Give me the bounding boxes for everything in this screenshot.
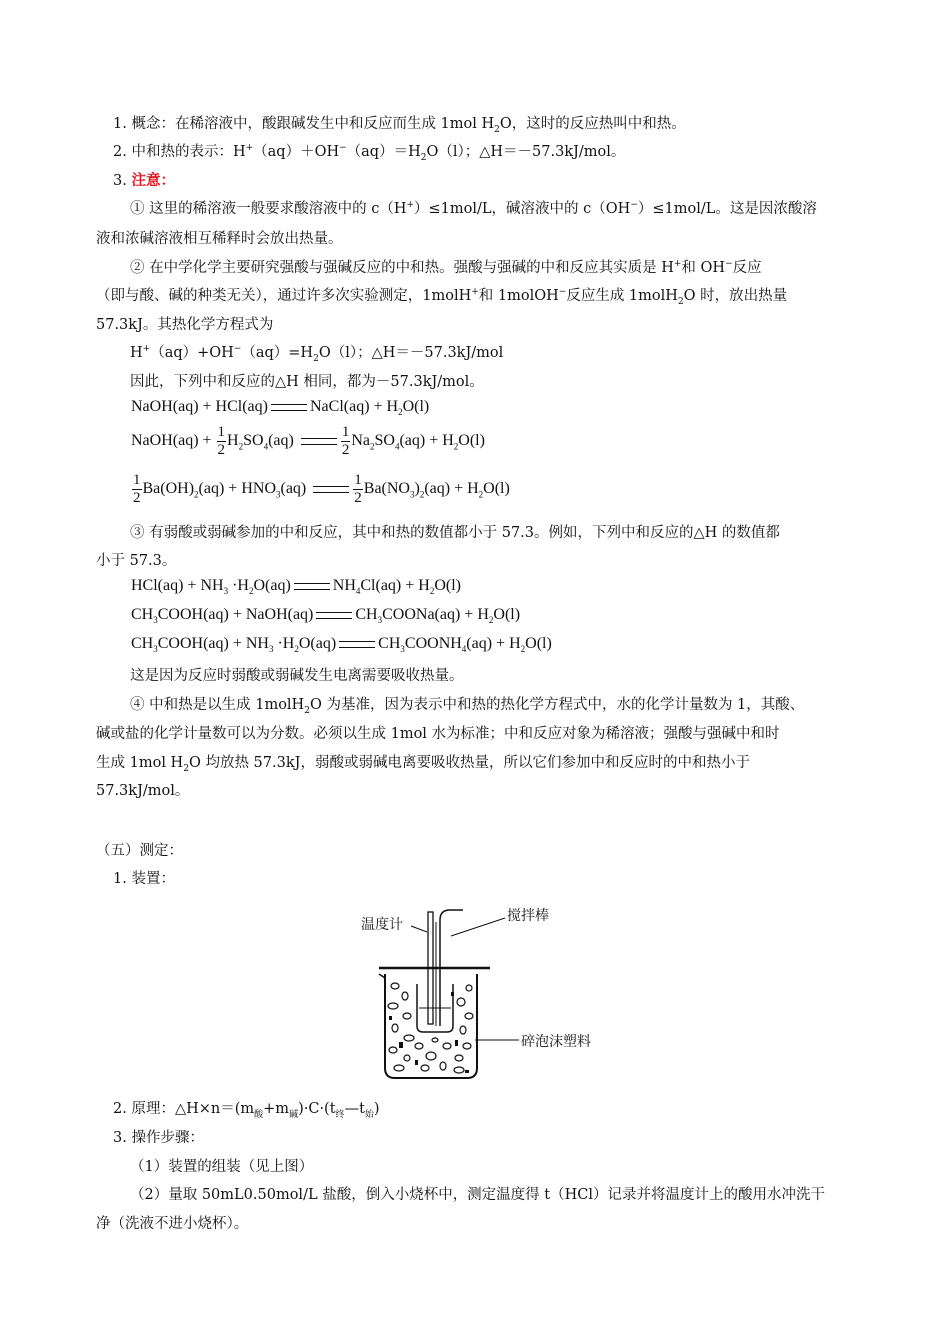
subscript: 2 [453,441,459,452]
subscript: 2 [369,441,375,452]
text: H [130,345,143,361]
denominator: 2 [341,442,350,458]
superscript: − [725,259,733,270]
step-2-line2: 净（洗液不进小烧杯）。 [96,1216,249,1232]
text: （即与酸、碱的种类无关），通过许多次实验测定，1molH [96,288,472,304]
superscript: − [630,200,638,211]
reason-line: 这是因为反应时弱酸或弱碱发生电离需要吸收热量。 [130,668,464,684]
subscript: 2 [248,586,254,597]
equals-sign [301,438,337,445]
text: 3. [113,173,132,189]
subscript: 3 [400,644,405,655]
equation-2 [131,424,485,459]
text: 反应生成 1molH [566,288,678,304]
numerator: 1 [341,424,350,440]
subscript: 4 [263,441,269,452]
text: SO [374,432,395,450]
text: ) [414,480,420,498]
subscript: 3 [153,644,158,655]
text: O(l) [493,606,521,623]
fraction [132,472,142,507]
foam-pieces [388,983,473,1073]
note4-line3 [96,753,750,773]
subscript: 4 [355,586,361,597]
text: ·H [277,635,295,652]
superscript: + [142,344,151,355]
text: NH [332,577,356,594]
text: COOH(aq) + NH [157,635,269,652]
text: （aq）＋OH [253,144,340,160]
text: CH [378,635,401,652]
subscript: 2 [294,644,299,655]
attention-label: 注意： [131,172,175,189]
text: ① 这里的稀溶液一般要求酸溶液中的 c（H [130,201,407,217]
subscript: 2 [419,489,425,500]
subscript: 3 [276,489,281,500]
text: 2. 原理：△H×n＝(m [113,1101,255,1117]
text: CH [355,606,378,623]
superscript: − [339,143,347,154]
expression-line [113,142,625,162]
subscript: 2 [420,152,427,163]
text: ④ 中和热是以生成 1molH [130,697,305,713]
subscript: 酸 [254,1109,264,1120]
fraction [341,424,351,459]
subscript: 3 [409,489,415,500]
text: CH [131,606,154,623]
text: COONH [404,635,462,652]
note2-line2 [96,286,787,306]
subscript: 3 [153,615,158,626]
text: NaCl(aq) + H [309,398,399,415]
text: ② 在中学化学主要研究强酸与强碱反应的中和热。强酸与强碱的中和反应其实质是 H [130,260,674,276]
device-heading: 1. 装置： [113,871,175,887]
subscript: 3 [268,644,274,655]
subscript: 2 [183,763,189,774]
text: O，这时的反应热叫中和热。 [499,116,686,132]
text: O(aq) [253,577,291,594]
subscript: 2 [429,586,435,597]
text: 和 1molOH [478,288,559,304]
numerator: 1 [354,472,362,488]
text: ）≤1mol/L，碱溶液中的 c（OH [414,201,631,217]
fraction [353,472,363,507]
text: O(l) [434,577,461,594]
equals-sign [316,612,352,619]
subscript: 2 [478,489,484,500]
numerator: 1 [133,472,141,488]
denominator: 2 [133,490,141,506]
text: O(l) [458,432,485,450]
text: (aq) [268,432,294,450]
text: )·C·(t [298,1101,336,1117]
subscript: 3 [223,586,229,597]
text: Ba(NO [363,480,410,498]
equation-6 [131,634,552,654]
note1-line1 [130,199,817,219]
text: 生成 1mol H [96,755,184,771]
text: 反应 [732,260,762,276]
text: COONa(aq) + H [382,606,489,623]
text: H [227,432,239,450]
subscript: 碱 [289,1109,299,1120]
text: O(aq) [298,635,337,652]
text: (aq) + HNO [198,480,276,498]
text: （aq）=H [241,345,314,361]
text: （aq）＝H [346,144,421,160]
text: —t [344,1101,365,1117]
note3-line2: 小于 57.3。 [96,553,177,569]
stirrer-leader [451,918,505,936]
text: Cl(aq) + H [360,577,430,594]
subscript: 4 [394,441,400,452]
subscript: 2 [520,644,526,655]
subscript: 始 [364,1109,374,1120]
principle-line [113,1099,380,1119]
note4-line4: 57.3kJ/mol。 [96,783,190,799]
thermochemical-equation [130,343,503,363]
section-heading: （五）测定： [96,843,183,859]
equation-1 [131,397,429,417]
subscript: 2 [238,441,244,452]
text: SO [243,432,264,450]
step-2-line1: （2）量取 50mL0.50mol/L 盐酸，倒入小烧杯中，测定温度得 t（HCl）记录并将温度计上的酸用水冲洗干 [130,1187,825,1203]
text: NaOH(aq) + [131,432,212,450]
subscript: 2 [304,705,310,716]
text: Ba(OH) [142,480,195,498]
equation-3 [131,472,510,507]
superscript: − [558,287,567,298]
denominator: 2 [354,490,362,506]
text: ) [373,1101,380,1117]
thermometer-leader [411,926,427,932]
text: O(l) [402,398,430,415]
text: O(l) [483,480,510,498]
equation-5 [131,605,520,625]
subscript: 2 [398,407,403,418]
text: +m [263,1101,290,1117]
text: (aq) + H [466,635,521,652]
subscript: 2 [677,296,684,307]
text: (aq) + H [424,480,479,498]
superscript: + [471,287,479,298]
concept-line [113,114,686,134]
calorimeter-diagram [355,900,615,1090]
note2-line3: 57.3kJ。其热化学方程式为 [96,317,274,333]
text: O（l）；△H＝－57.3kJ/mol [318,345,504,361]
note1-line2: 液和浓碱溶液相互稀释时会放出热量。 [96,231,343,247]
text: HCl(aq) + NH [131,577,224,594]
superscript: + [406,200,415,211]
subscript: 2 [488,615,494,626]
text: O 时，放出热量 [683,288,788,304]
text: O（l）；△H＝－57.3kJ/mol。 [426,144,626,160]
text: （aq）+OH [150,345,234,361]
text: (aq) + H [399,432,454,450]
text: Na [351,432,370,450]
superscript: − [233,344,242,355]
denominator: 2 [217,442,226,458]
steps-heading: 3. 操作步骤： [113,1130,204,1146]
text: NaOH(aq) + HCl(aq) [131,398,268,415]
subscript: 终 [335,1109,345,1120]
note2-line1 [130,258,762,278]
subscript: 3 [377,615,383,626]
text: ·H [232,577,249,594]
attention-heading [113,171,175,191]
conclusion-line: 因此，下列中和反应的△H 相同，都为－57.3kJ/mol。 [130,374,484,390]
equation-4 [131,576,461,596]
equals-sign [313,486,349,493]
text: 和 OH [681,260,726,276]
note4-line2: 碱或盐的化学计量数可以为分数。必须以生成 1mol 水为标准；中和反应对象为稀溶液；强酸与强碱中和时 [96,726,780,742]
text: (aq) [280,480,307,498]
numerator: 1 [217,424,226,440]
subscript: 2 [494,124,500,135]
equals-sign [294,583,330,590]
superscript: + [673,259,682,270]
text: ）≤1mol/L。这是因浓酸溶 [637,201,817,217]
subscript: 2 [194,489,199,500]
subscript: 2 [313,353,319,364]
text: O 均放热 57.3kJ，弱酸或弱碱电离要吸收热量，所以它们参加中和反应时的中和热小于 [188,755,750,771]
text: 2. 中和热的表示：H [113,144,246,160]
step-1: （1）装置的组装（见上图） [130,1159,314,1175]
stirrer-label: 搅拌棒 [507,908,549,924]
thermometer-label: 温度计 [361,917,403,933]
text: CH [131,635,154,652]
text: COOH(aq) + NaOH(aq) [157,606,314,623]
equals-sign [339,641,375,648]
note4-line1 [130,695,804,715]
equals-sign [271,404,307,411]
text: 1. 概念：在稀溶液中，酸跟碱发生中和反应而生成 1mol H [113,116,495,132]
foam-label: 碎泡沫塑料 [521,1034,591,1050]
text: O(l) [525,635,552,652]
fraction [217,424,227,459]
subscript: 4 [461,644,467,655]
text: O 为基准，因为表示中和热的热化学方程式中，水的化学计量数为 1，其酸、 [309,697,805,713]
superscript: + [245,143,254,154]
note3-line1: ③ 有弱酸或弱碱参加的中和反应，其中和热的数值都小于 57.3。例如，下列中和反应的△H 的数值都 [130,525,780,541]
